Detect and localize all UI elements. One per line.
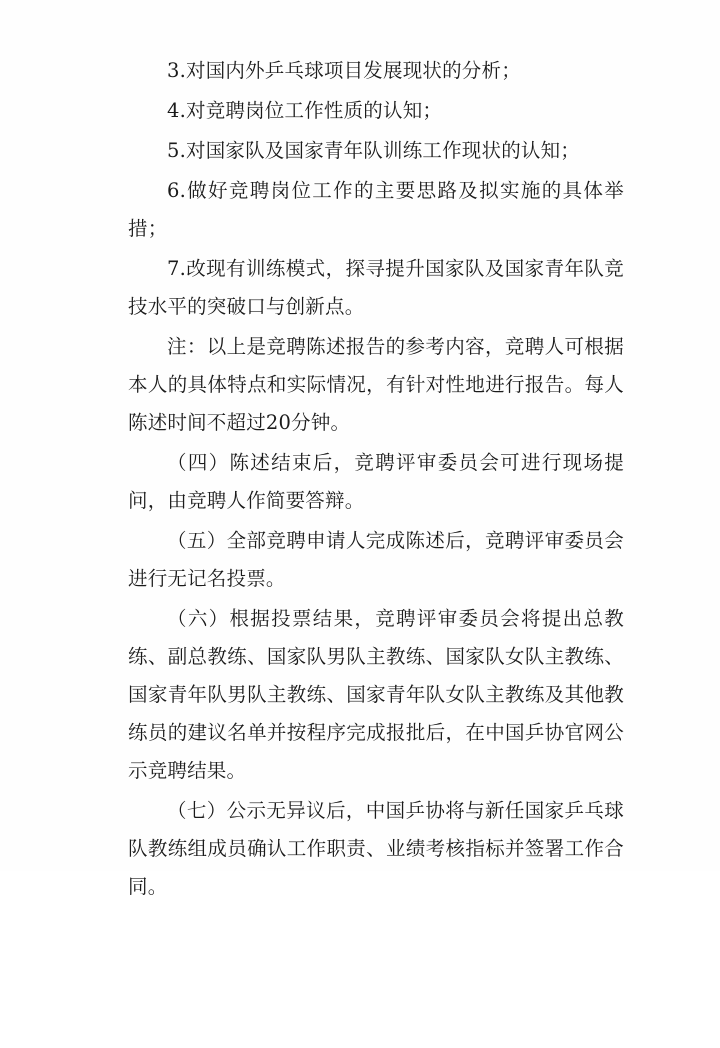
paragraph-item-7: 7.改现有训练模式，探寻提升国家队及国家青年队竞技水平的突破口与创新点。 xyxy=(128,257,624,318)
paragraph-item-3: 3.对国内外乒乓球项目发展现状的分析； xyxy=(167,59,521,82)
paragraph-section-seven: （七）公示无异议后，中国乒协将与新任国家乒乓球队教练组成员确认工作职责、业绩考核指标并签署工作合同。 xyxy=(128,799,624,898)
paragraph-section-four: （四）陈述结束后，竞聘评审委员会可进行现场提问，由竞聘人作简要答辩。 xyxy=(128,451,624,512)
document-body xyxy=(128,52,624,906)
page-bottom-margin xyxy=(128,908,624,1048)
paragraph-item-4: 4.对竞聘岗位工作性质的认知； xyxy=(167,99,443,122)
paragraph-section-six: （六）根据投票结果，竞聘评审委员会将提出总教练、副总教练、国家队男队主教练、国家队女队主教练、国家青年队男队主教练、国家青年队女队主教练及其他教练员的建议名单并按程序完成报批后，在中国乒协官网公示竞聘结果。 xyxy=(128,607,624,782)
paragraph-item-6: 6.做好竞聘岗位工作的主要思路及拟实施的具体举措； xyxy=(128,179,624,240)
paragraph-section-five: （五）全部竞聘申请人完成陈述后，竞聘评审委员会进行无记名投票。 xyxy=(128,529,624,590)
paragraph-note: 注：以上是竞聘陈述报告的参考内容，竞聘人可根据本人的具体特点和实际情况，有针对性地进行报告。每人陈述时间不超过20分钟。 xyxy=(128,335,624,434)
paragraph-item-5: 5.对国家队及国家青年队训练工作现状的认知； xyxy=(167,139,581,162)
